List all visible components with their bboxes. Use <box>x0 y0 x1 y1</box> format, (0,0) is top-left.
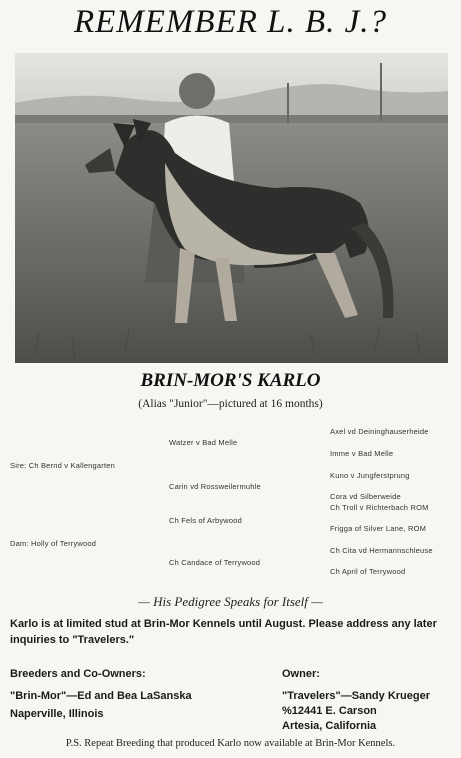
breeders-heading: Breeders and Co-Owners: <box>10 668 146 680</box>
dog-photo-illustration <box>15 53 448 363</box>
owner-city: Artesia, California <box>282 720 377 732</box>
tagline: — His Pedigree Speaks for Itself — <box>138 594 323 609</box>
pedigree-great-grandparent: Axel vd Deininghauserheide <box>330 427 429 436</box>
headline: REMEMBER L. B. J.? <box>73 4 388 40</box>
pedigree-great-grandparent: Kuno v Jungferstprung <box>330 471 410 480</box>
pedigree-great-grandparent: Cora vd Silberweide <box>330 492 401 501</box>
pedigree-great-grandparent: Imme v Bad Melle <box>330 449 394 458</box>
pedigree-sire: Sire: Ch Bernd v Kallengarten <box>10 461 116 470</box>
breeders-line: "Brin-Mor"—Ed and Bea LaSanska <box>10 690 192 702</box>
stud-notice: Karlo is at limited stud at Brin-Mor Kennels until August. Please address any later inquiries to "Travelers." <box>10 618 437 646</box>
pedigree-grandparent: Ch Candace of Terrywood <box>169 558 261 567</box>
pedigree-dam: Dam: Holly of Terrywood <box>10 539 97 548</box>
pedigree-great-grandparent: Ch April of Terrywood <box>330 567 406 576</box>
pedigree-grandparent: Ch Fels of Arbywood <box>169 516 242 525</box>
pedigree-great-grandparent: Ch Cita vd Hermannschleuse <box>330 546 433 555</box>
owner-address: %12441 E. Carson <box>282 705 377 717</box>
pedigree-great-grandparent: Frigga of Silver Lane, ROM <box>330 524 427 533</box>
dog-photo <box>15 53 448 363</box>
pedigree-grandparent: Carin vd Rossweilermuhle <box>169 482 261 491</box>
owner-line: "Travelers"—Sandy Krueger <box>282 690 430 702</box>
breeders-location: Naperville, Illinois <box>10 708 104 720</box>
alias-caption: (Alias "Junior"—pictured at 16 months) <box>138 398 323 410</box>
owner-heading: Owner: <box>282 668 320 680</box>
dog-name-title: BRIN-MOR'S KARLO <box>140 370 321 391</box>
pedigree-great-grandparent: Ch Troll v Richterbach ROM <box>330 503 429 512</box>
pedigree-grandparent: Watzer v Bad Melle <box>169 438 238 447</box>
postscript: P.S. Repeat Breeding that produced Karlo now available at Brin-Mor Kennels. <box>65 738 396 749</box>
